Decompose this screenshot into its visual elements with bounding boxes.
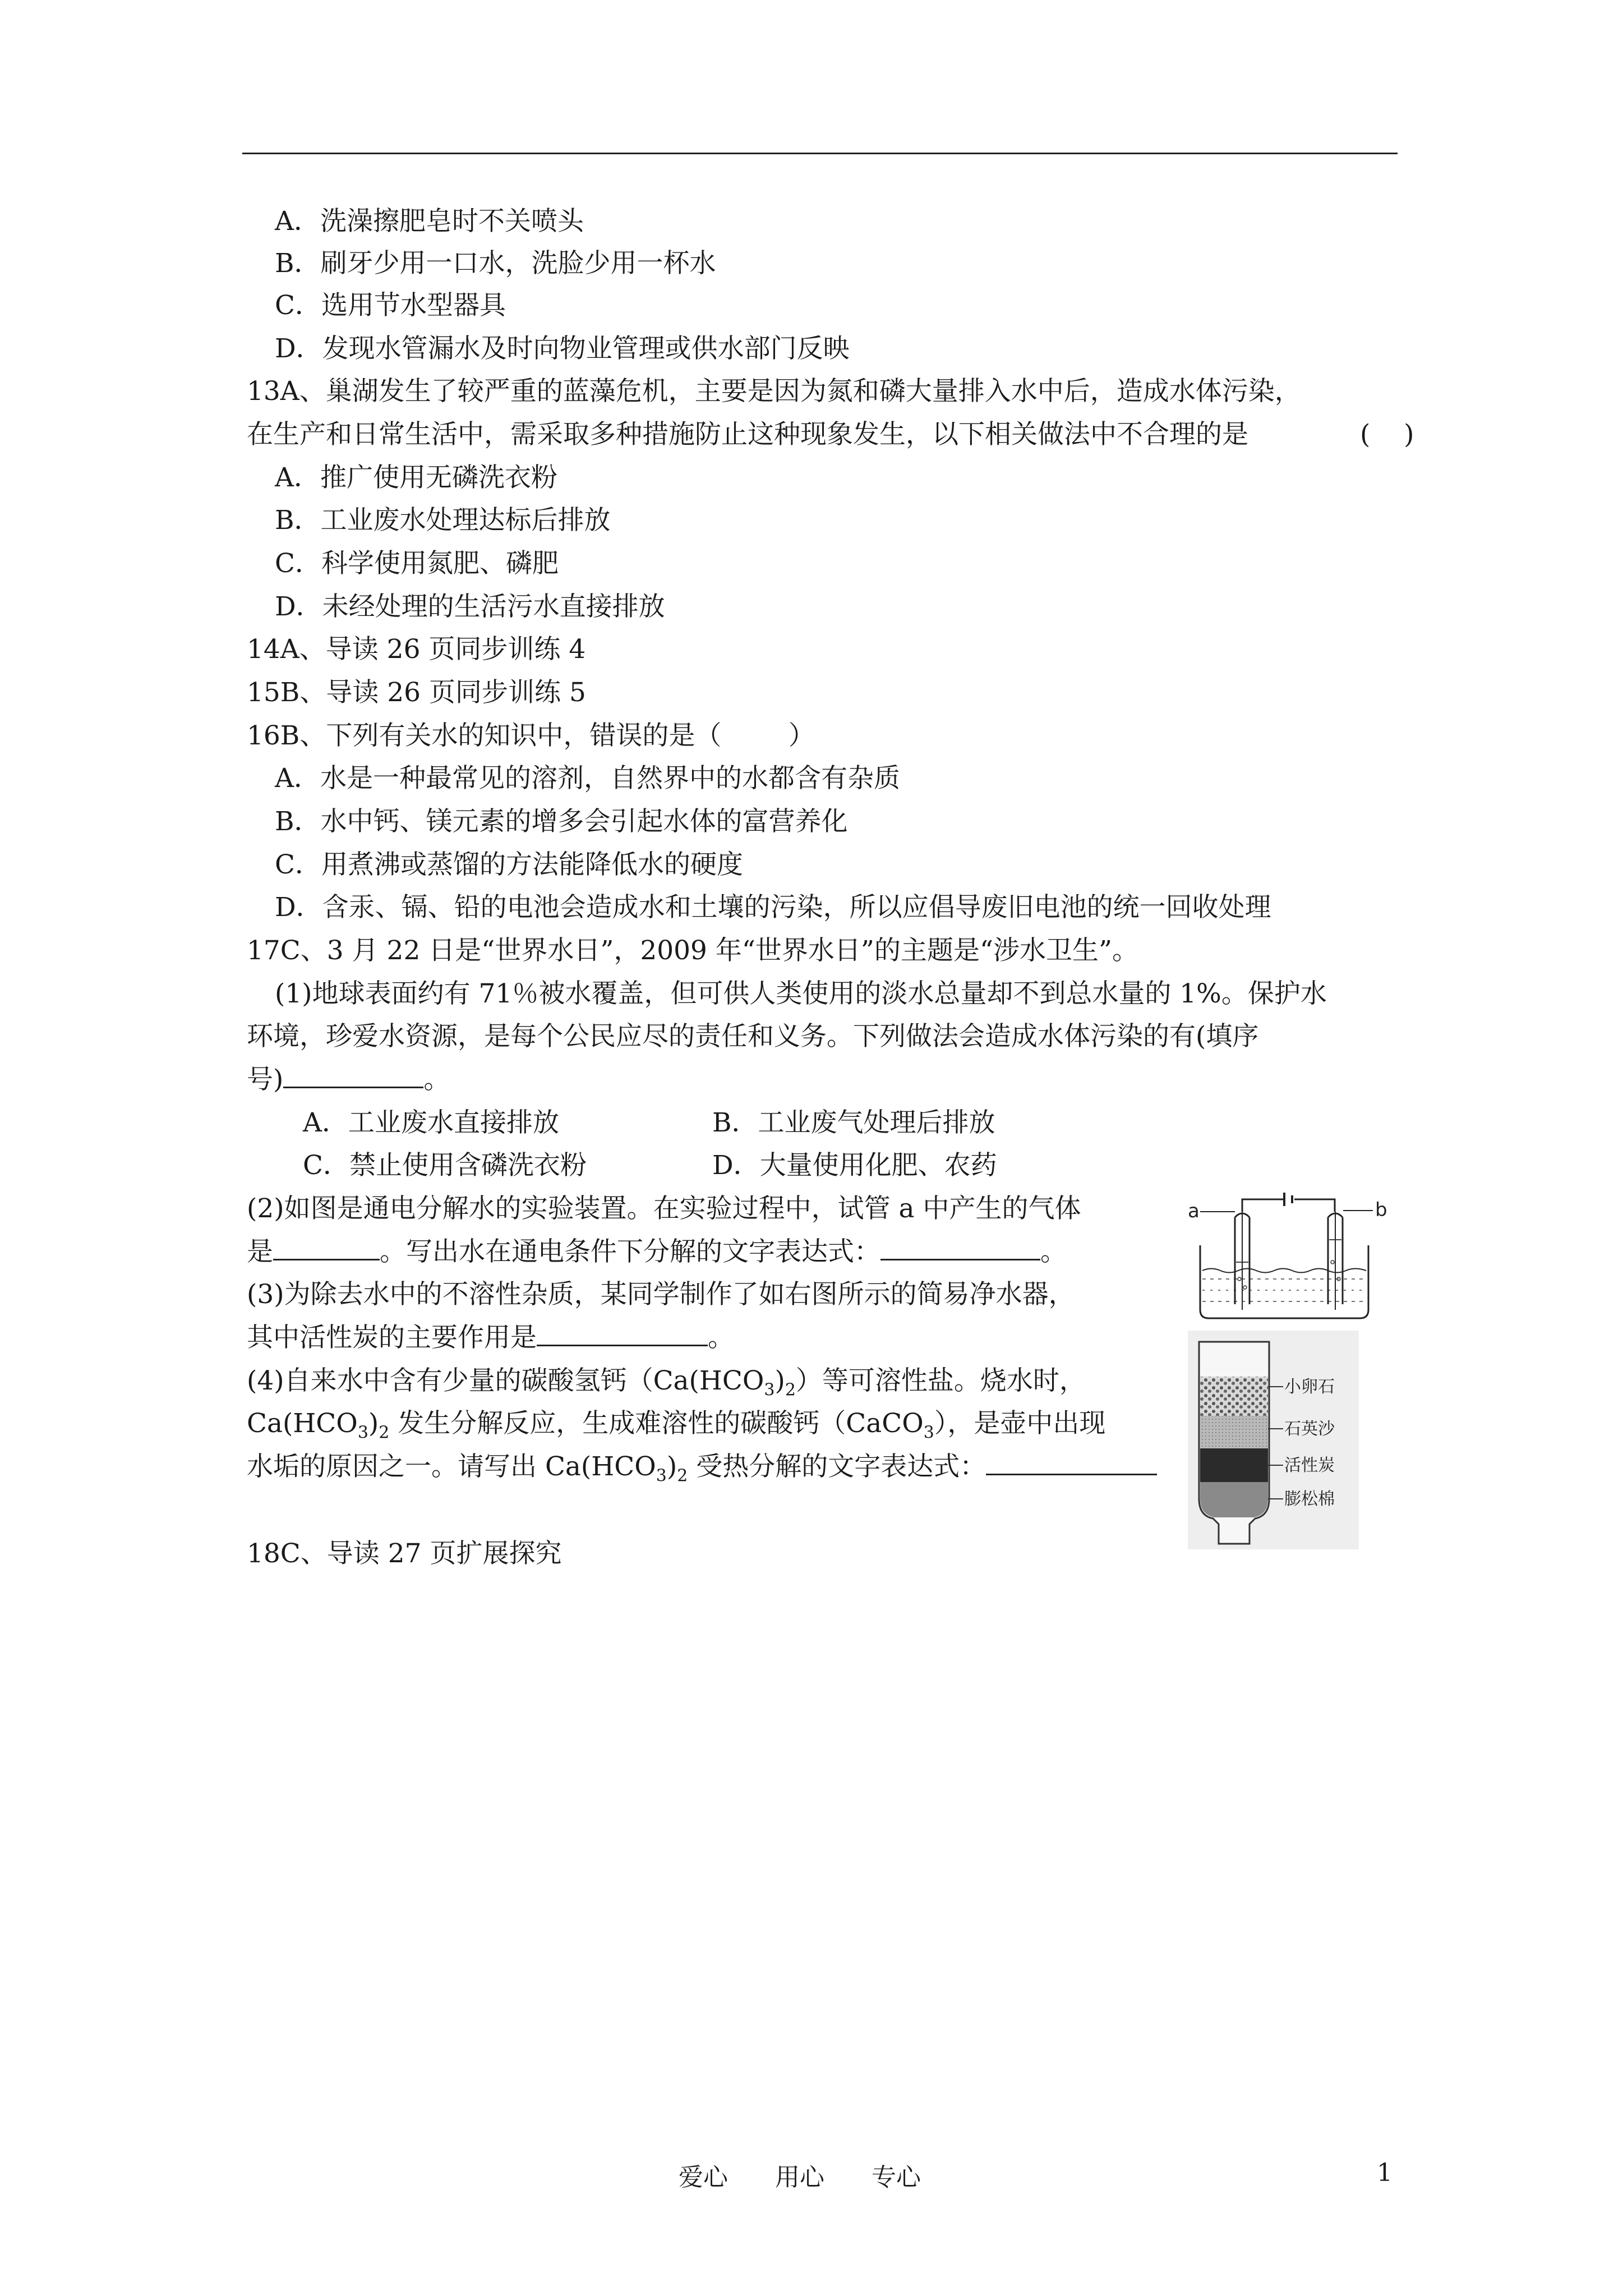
q18: 18C、导读 27 页扩展探究 [247,1538,562,1569]
q13-option-a: A．推广使用无磷洗衣粉 [275,462,557,493]
electrolysis-apparatus-figure [1183,1189,1391,1324]
q13-option-d: D．未经处理的生活污水直接排放 [275,591,665,622]
q13-answer-paren: ( ) [1360,419,1414,450]
q17-part2-line2 [247,1235,1067,1269]
q17-part4-line3 [247,1450,1157,1493]
q17-part2-equation-blank[interactable] [880,1236,1040,1260]
q17-part4-sub-1d: 2 [785,1380,796,1400]
q17-part4-answer-blank[interactable] [986,1451,1157,1475]
q17-part4-text-3a: 水垢的原因之一。请写出 Ca(HCO [247,1451,656,1482]
q17-part2-period: 。 [1040,1236,1067,1267]
q13-stem-line1: 13A、巢湖发生了较严重的蓝藻危机，主要是因为氮和磷大量排入水中后，造成水体污染， [247,376,1301,407]
header-rule [242,153,1398,154]
q17-part2-text-b: 。写出水在通电条件下分解的文字表达式： [380,1236,880,1267]
q17-part2-text-a: 是 [247,1236,273,1267]
q17-part4-line2 [247,1407,1105,1450]
q12-option-a: A．洗澡擦肥皂时不关喷头 [275,206,584,237]
q17-part3-answer-blank[interactable] [537,1322,708,1346]
q17-part4-sub-3b: 3 [656,1466,667,1486]
layer-pebbles-label: 小卵石 [1284,1377,1335,1397]
water-filter-figure [1188,1331,1359,1549]
page-number: 1 [1377,2159,1393,2187]
q17-part1-answer-blank[interactable] [283,1064,423,1088]
q17-part4-line1 [247,1364,1086,1407]
q13-option-b: B．工业废水处理达标后排放 [275,505,611,536]
q17-part1-line1: (1)地球表面约有 71％被水覆盖，但可供人类使用的淡水总量却不到总水量的 1%。保护水 [275,978,1327,1009]
q15: 15B、导读 26 页同步训练 5 [247,677,586,708]
q17-part4-text-1e: ）等可溶性盐。烧水时， [795,1365,1086,1396]
q12-option-b: B．刷牙少用一口水，洗脸少用一杯水 [275,248,716,279]
q17-part1-period: 。 [423,1064,450,1095]
q17-part1-line2: 环境，珍爱水资源，是每个公民应尽的责任和义务。下列做法会造成水体污染的有(填序 [247,1021,1259,1052]
q12-option-d: D．发现水管漏水及时向物业管理或供水部门反映 [275,333,850,364]
footer-item-zhuanxin: 专心 [872,2163,921,2192]
q17-part1-option-a: A．工业废水直接排放 [303,1107,559,1138]
q13-stem-text: 在生产和日常生活中，需采取多种措施防止这种现象发生，以下相关做法中不合理的是 [247,419,1248,450]
q17-part3-period: 。 [708,1322,734,1353]
q17-part3-line2 [247,1321,734,1355]
q17-part1-option-c: C．禁止使用含磷洗衣粉 [303,1150,587,1181]
q13-stem-line2 [247,418,1414,452]
layer-activated-carbon-label: 活性炭 [1284,1456,1335,1475]
label-b: b [1375,1199,1387,1221]
q17-part4-sub-2f: 3 [923,1423,934,1443]
q17-part3-text: 其中活性炭的主要作用是 [247,1322,537,1353]
layer-quartz-sand-label: 石英沙 [1284,1419,1335,1439]
q17-part4-text-2a: Ca(HCO [247,1408,358,1439]
q17-part1-text: 号) [247,1064,284,1095]
layer-cotton-label: 膨松棉 [1284,1489,1335,1509]
q13-option-c: C．科学使用氮肥、磷肥 [275,548,559,579]
q17-part4-sub-3d: 2 [677,1466,688,1486]
q17-part2-line1: (2)如图是通电分解水的实验装置。在实验过程中，试管 a 中产生的气体 [247,1193,1081,1224]
q17-part4-sub-1b: 3 [764,1380,775,1400]
q17-part1-line3 [247,1063,450,1097]
q17-stem: 17C、3 月 22 日是“世界水日”，2009 年“世界水日”的主题是“涉水卫生”。 [247,935,1139,966]
q16-option-d: D．含汞、镉、铅的电池会造成水和土壤的污染，所以应倡导废旧电池的统一回收处理 [275,892,1271,923]
q12-option-c: C．选用节水型器具 [275,290,506,321]
q17-part4-text-3e: 受热分解的文字表达式： [688,1451,986,1482]
q17-part4-text-2e: 发生分解反应，生成难溶性的碳酸钙（CaCO [389,1408,924,1439]
q17-part4-text-1c: ) [774,1365,785,1396]
q14: 14A、导读 26 页同步训练 4 [247,634,586,665]
q17-part4-text-1a: (4)自来水中含有少量的碳酸氢钙（Ca(HCO [247,1365,764,1396]
q17-part1-option-b: B．工业废气处理后排放 [712,1107,995,1138]
q17-part2-gas-blank[interactable] [273,1236,380,1260]
q17-part4-sub-2d: 2 [379,1423,390,1443]
q16-stem: 16B、下列有关水的知识中，错误的是（ ） [247,720,815,751]
q17-part4-text-2g: ），是壶中出现 [934,1408,1106,1439]
q17-part4-text-3c: ) [666,1451,677,1482]
label-a: a [1188,1200,1200,1222]
q17-part1-option-d: D．大量使用化肥、农药 [712,1150,997,1181]
q16-option-a: A．水是一种最常见的溶剂，自然界中的水都含有杂质 [275,763,900,794]
q17-part4-text-2c: ) [368,1408,379,1439]
q16-option-c: C．用煮沸或蒸馏的方法能降低水的硬度 [275,849,743,880]
footer-item-yongxin: 用心 [775,2163,824,2192]
q16-option-b: B．水中钙、镁元素的增多会引起水体的富营养化 [275,806,848,837]
footer-item-aixin: 爱心 [679,2163,728,2192]
q17-part4-sub-2b: 3 [357,1423,368,1443]
footer-motto [679,2157,960,2193]
q17-part3-line1: (3)为除去水中的不溶性杂质，某同学制作了如右图所示的简易净水器， [247,1279,1075,1310]
